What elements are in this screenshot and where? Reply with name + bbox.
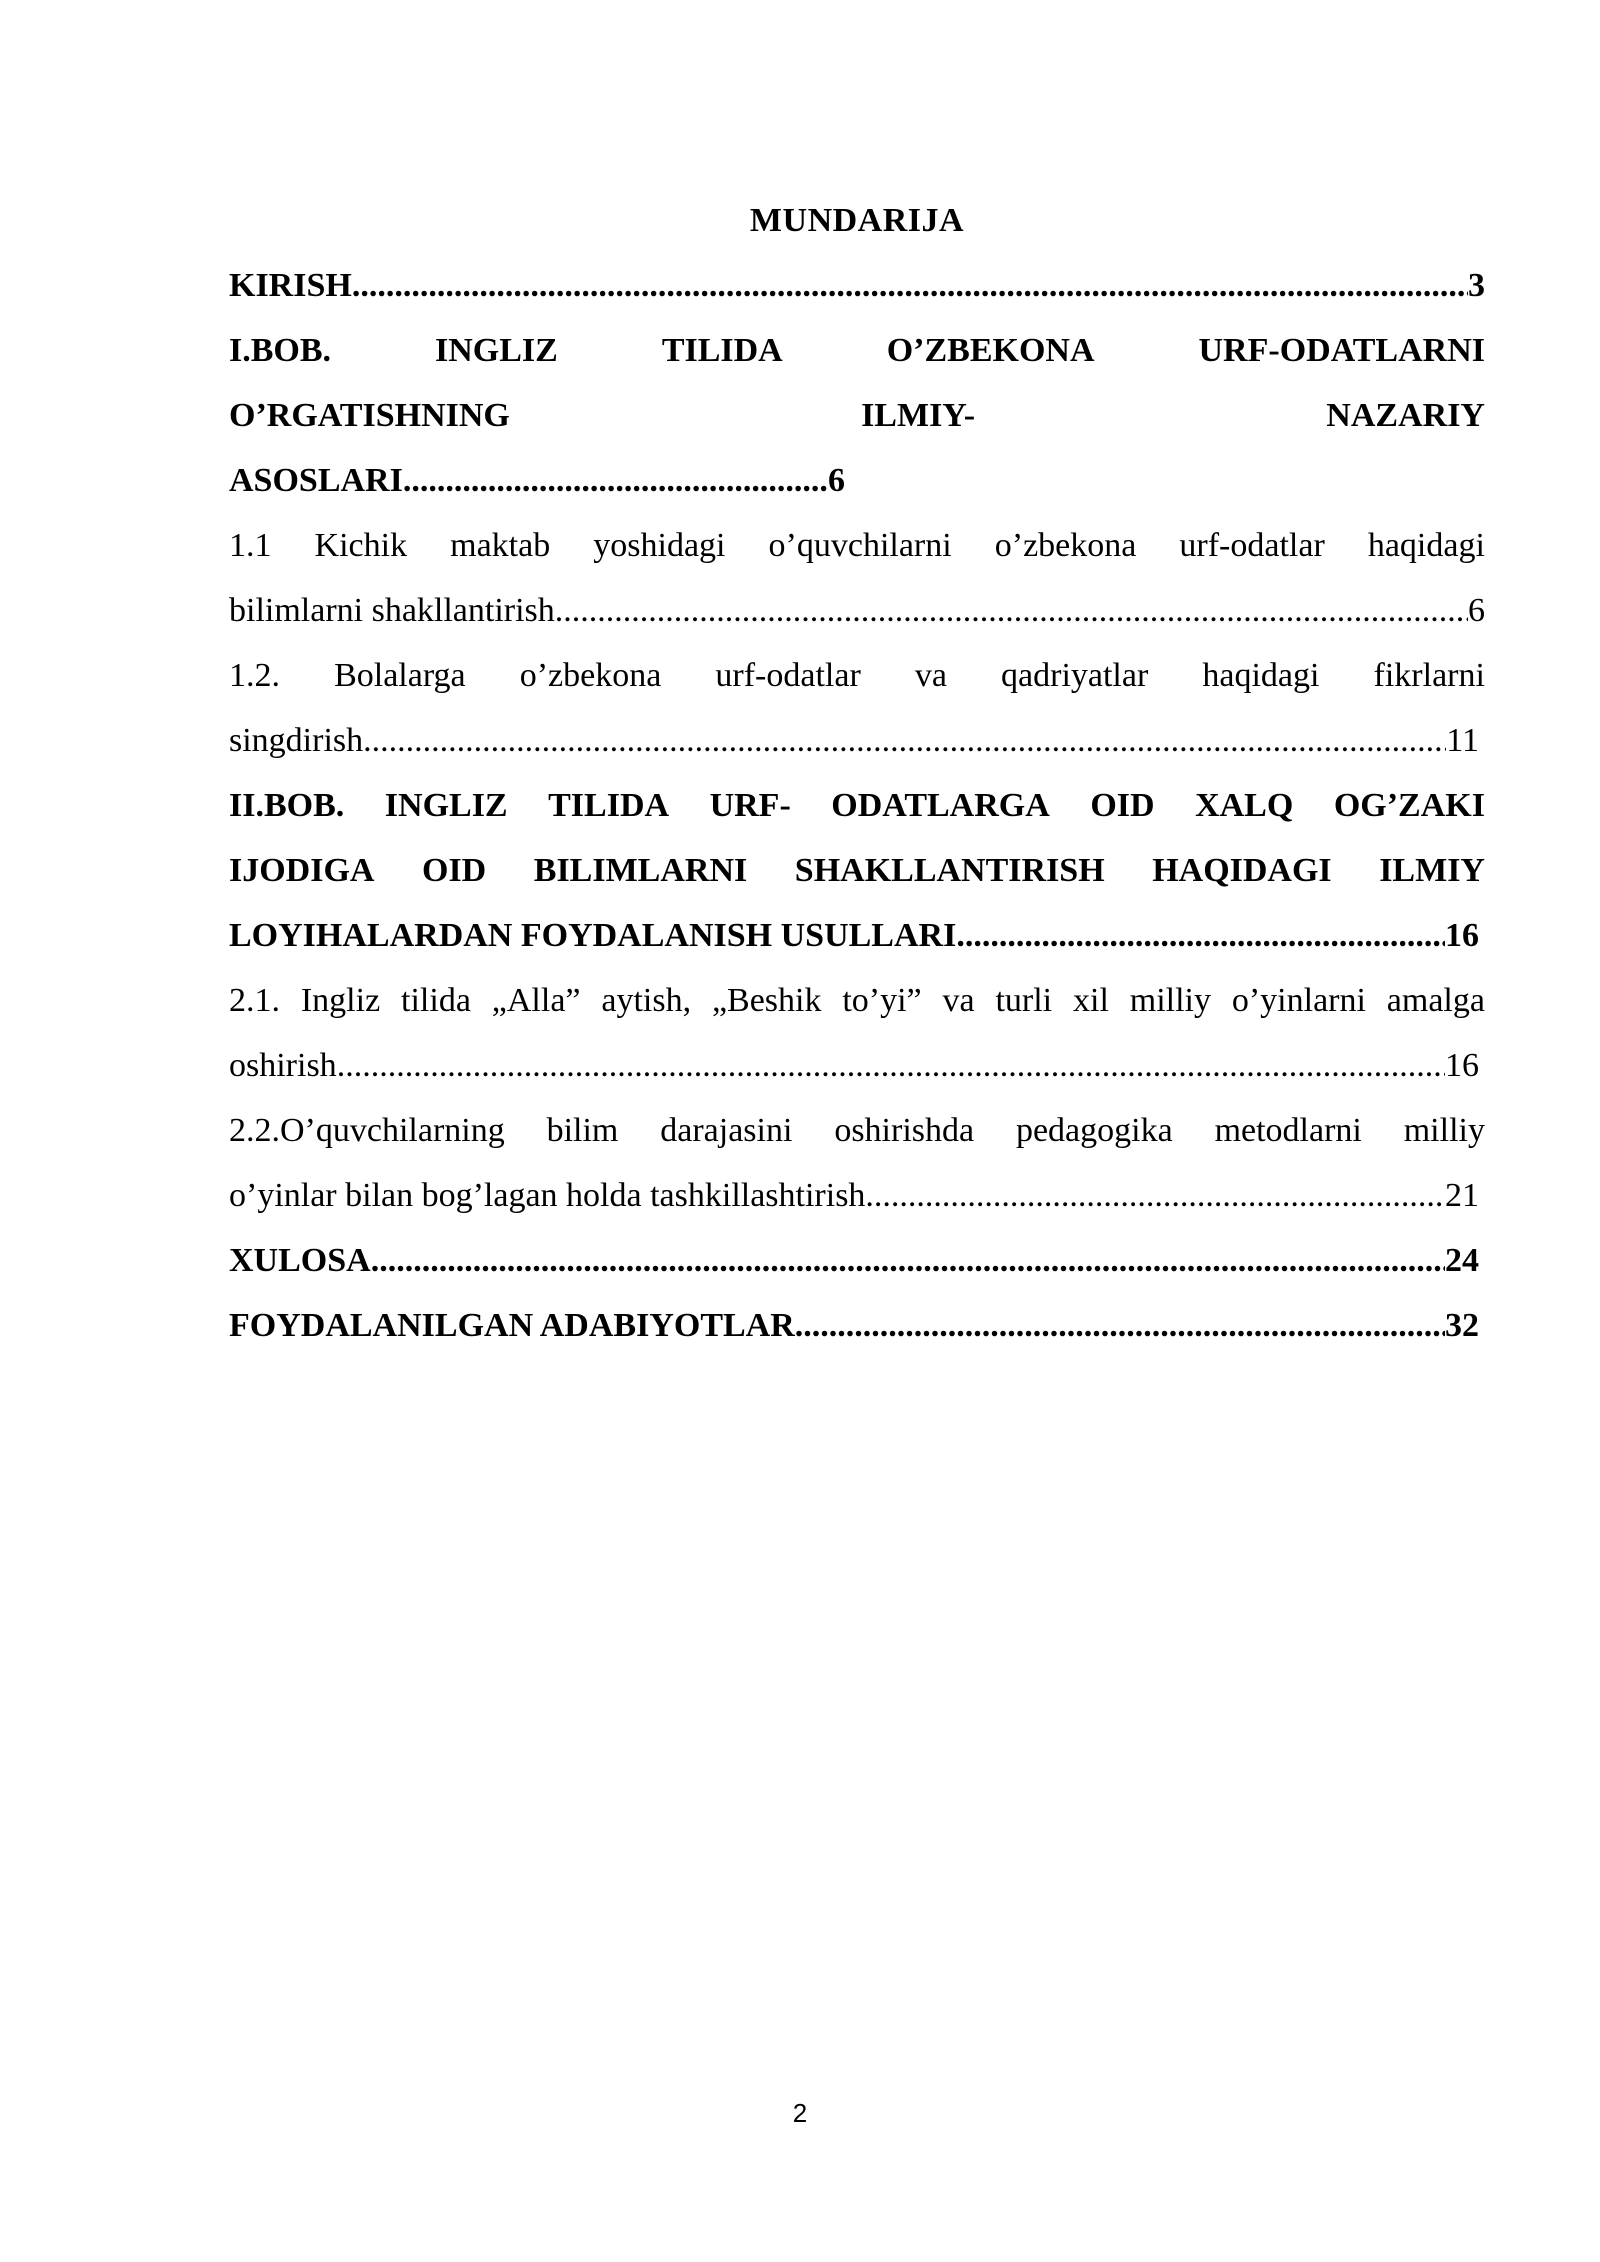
toc-chapter2-line1[interactable] xyxy=(229,773,1485,838)
word: 2.2.O’quvchilarning xyxy=(229,1112,505,1149)
leader-dots xyxy=(956,903,1445,968)
word: milliy xyxy=(1403,1112,1485,1149)
word: va xyxy=(914,657,947,694)
word: Bolalarga xyxy=(334,657,466,694)
word: fikrlarni xyxy=(1373,657,1485,694)
toc-page-number: 11 xyxy=(1446,722,1479,759)
word: „Beshik xyxy=(711,982,822,1019)
word: amalga xyxy=(1386,982,1485,1019)
toc-entry-kirish[interactable] xyxy=(229,253,1485,318)
word: 1.1 xyxy=(229,527,272,564)
word: qadriyatlar xyxy=(1001,657,1149,694)
toc-page-number: 3 xyxy=(1468,267,1485,304)
leader-dots xyxy=(865,1163,1445,1228)
word: metodlarni xyxy=(1214,1112,1362,1149)
word: 2.1. xyxy=(229,982,280,1019)
word: IJODIGA xyxy=(229,852,375,889)
toc-entry-label: bilimlarni shakllantirish xyxy=(229,592,555,629)
word: darajasini xyxy=(660,1112,793,1149)
word: o’zbekona xyxy=(994,527,1137,564)
word: yoshidagi xyxy=(593,527,726,564)
word: OID xyxy=(422,852,487,889)
leader-dots xyxy=(352,253,1468,318)
word: urf-odatlar xyxy=(1179,527,1325,564)
word: o’quvchilarni xyxy=(768,527,952,564)
toc-page-number: 16 xyxy=(1445,1047,1479,1084)
toc-page-number: 21 xyxy=(1445,1177,1479,1214)
leader-dots xyxy=(555,578,1468,643)
toc-section-2-2-line1[interactable] xyxy=(229,1098,1485,1163)
word: bilim xyxy=(546,1112,619,1149)
word: o’zbekona xyxy=(519,657,662,694)
toc-chapter2-line3[interactable] xyxy=(229,903,1485,968)
toc-entry-label: ASOSLARI xyxy=(229,462,403,499)
leader-dots xyxy=(337,1033,1445,1098)
word: O’ZBEKONA xyxy=(886,332,1095,369)
word: URF- xyxy=(709,787,791,824)
word: O’RGATISHNING xyxy=(229,397,510,434)
toc-entry-label: LOYIHALARDAN FOYDALANISH USULLARI xyxy=(229,917,957,954)
word: Ingliz xyxy=(300,982,381,1019)
word: milliy xyxy=(1129,982,1211,1019)
word: NAZARIY xyxy=(1326,397,1485,434)
word: urf-odatlar xyxy=(715,657,861,694)
word: to’yi” xyxy=(842,982,922,1019)
toc-section-1-2-line1[interactable] xyxy=(229,643,1485,708)
toc-page-number: 6 xyxy=(1468,592,1485,629)
word: o’yinlarni xyxy=(1231,982,1366,1019)
word: INGLIZ xyxy=(435,332,558,369)
word: „Alla” xyxy=(491,982,581,1019)
toc-entry-label: oshirish xyxy=(229,1047,337,1084)
word: tilida xyxy=(401,982,471,1019)
leader-dots xyxy=(403,448,828,513)
leader-dots xyxy=(363,708,1446,773)
table-of-contents xyxy=(229,188,1485,1358)
toc-section-1-1-line1[interactable] xyxy=(229,513,1485,578)
toc-section-2-1-line1[interactable] xyxy=(229,968,1485,1033)
word: OG’ZAKI xyxy=(1333,787,1485,824)
page-number: 2 xyxy=(792,2098,808,2128)
word: xil xyxy=(1073,982,1109,1019)
word: TILIDA xyxy=(548,787,670,824)
word: URF-ODATLARNI xyxy=(1198,332,1485,369)
toc-chapter1-line2[interactable] xyxy=(229,383,1485,448)
word: I.BOB. xyxy=(229,332,332,369)
toc-entry-label: KIRISH xyxy=(229,267,352,304)
word: OID xyxy=(1090,787,1155,824)
toc-page-number: 32 xyxy=(1445,1307,1479,1344)
toc-section-1-1-line2[interactable] xyxy=(229,578,1485,643)
toc-page-number: 6 xyxy=(828,462,845,499)
word: II.BOB. xyxy=(229,787,345,824)
word: ODATLARGA xyxy=(831,787,1050,824)
word: HAQIDAGI xyxy=(1152,852,1332,889)
word: haqidagi xyxy=(1202,657,1320,694)
word: 1.2. xyxy=(229,657,280,694)
word: va xyxy=(942,982,975,1019)
toc-chapter1-line1[interactable] xyxy=(229,318,1485,383)
toc-entry-label: singdirish xyxy=(229,722,364,759)
toc-chapter1-line3[interactable] xyxy=(229,448,845,513)
toc-entry-label: o’yinlar bilan bog’lagan holda tashkillashtirish xyxy=(229,1177,866,1214)
toc-entry-xulosa[interactable] xyxy=(229,1228,1485,1293)
leader-dots xyxy=(795,1293,1445,1358)
word: aytish, xyxy=(601,982,692,1019)
toc-section-1-2-line2[interactable] xyxy=(229,708,1485,773)
toc-chapter2-line2[interactable] xyxy=(229,838,1485,903)
word: INGLIZ xyxy=(384,787,508,824)
toc-section-2-1-line2[interactable] xyxy=(229,1033,1485,1098)
word: XALQ xyxy=(1195,787,1294,824)
leader-dots xyxy=(371,1228,1445,1293)
word: turli xyxy=(995,982,1053,1019)
word: TILIDA xyxy=(661,332,783,369)
toc-section-2-2-line2[interactable] xyxy=(229,1163,1485,1228)
word: BILIMLARNI xyxy=(533,852,748,889)
word: maktab xyxy=(450,527,551,564)
toc-entry-adabiyotlar[interactable] xyxy=(229,1293,1485,1358)
word: SHAKLLANTIRISH xyxy=(794,852,1105,889)
word: Kichik xyxy=(314,527,408,564)
word: haqidagi xyxy=(1367,527,1485,564)
word: ILMIY- xyxy=(861,397,976,434)
toc-page-number: 16 xyxy=(1445,917,1479,954)
word: pedagogika xyxy=(1015,1112,1173,1149)
toc-page-number: 24 xyxy=(1445,1242,1479,1279)
toc-title: MUNDARIJA xyxy=(749,202,965,239)
word: oshirishda xyxy=(834,1112,975,1149)
toc-entry-label: FOYDALANILGAN ADABIYOTLAR xyxy=(229,1307,795,1344)
toc-entry-label: XULOSA xyxy=(229,1242,371,1279)
word: ILMIY xyxy=(1379,852,1485,889)
